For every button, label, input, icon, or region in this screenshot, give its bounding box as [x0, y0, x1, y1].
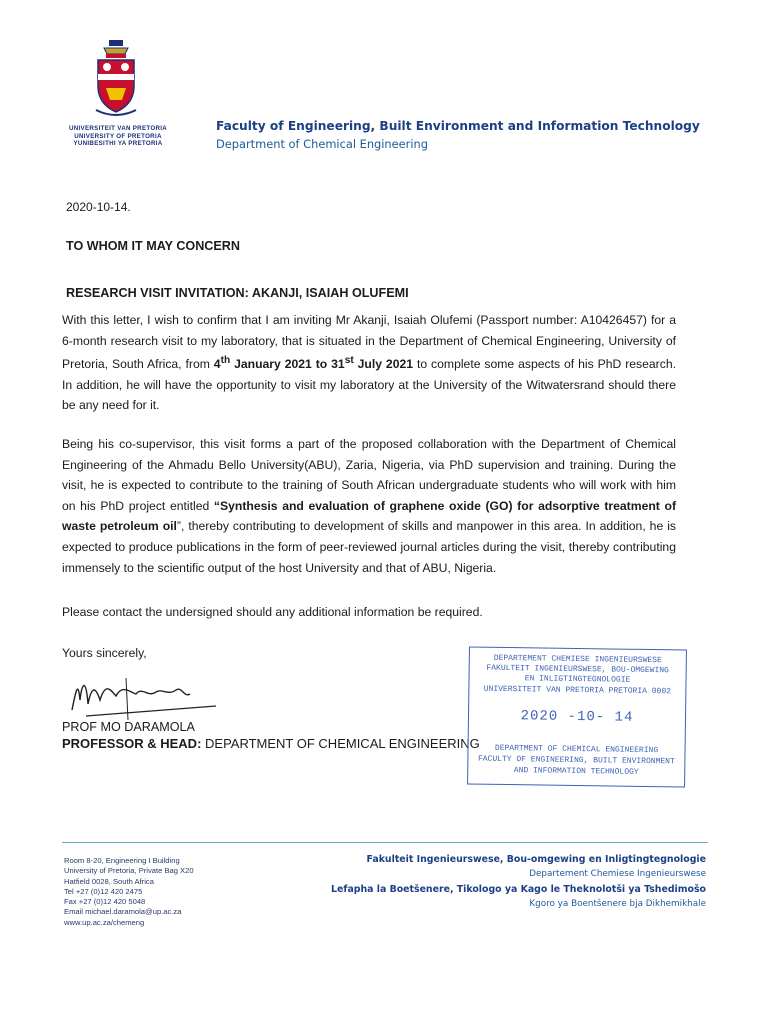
- paragraph-1: With this letter, I wish to confirm that I am inviting Mr Akanji, Isaiah Olufemi (Passport number: A10426457) for a 6-month research visit to my laboratory, that is situated in the Department of Chemical Engineering, University of Pretoria, South Africa, from 4th January 2021 to 31st July 2021 to complete some aspects of his PhD research. In addition, he will have the opportunity to visit my laboratory at the University of the Witwatersrand should there be any need for it.: [62, 313, 676, 413]
- paragraph-2: Being his co-supervisor, this visit forms a part of the proposed collaboration with the Department of Chemical Engineering of the Ahmadu Bello University(ABU), Zaria, Nigeria, via PhD supervision and training. During the visit, he is expected to contribute to the training of South African undergraduate students who will work with him on his PhD project entitled “Synthesis and evaluation of graphene oxide (GO) for adsorptive treatment of waste petroleum oil”, thereby contributing to development of skills and manpower in this area. In addition, he is expected to produce publications in the form of peer-reviewed journal articles during the visit, thereby contributing immensely to the scientific output of the host University and that of ABU, Nigeria.: [62, 437, 676, 575]
- signatory-name: PROF MO DARAMOLA: [62, 720, 195, 734]
- university-crest-icon: [92, 38, 140, 120]
- footer-divider: [62, 842, 708, 843]
- stamp-line: FACULTY OF ENGINEERING, BUILT ENVIRONMENT: [477, 754, 675, 767]
- letter-date: 2020-10-14.: [66, 200, 131, 214]
- department-stamp: [467, 646, 687, 787]
- department-name: Department of Chemical Engineering: [216, 137, 428, 151]
- footer-faculty-afrikaans: Fakulteit Ingenieurswese, Bou-omgewing en Inligtingtegnologie: [366, 854, 706, 865]
- email-line: Email michael.daramola@up.ac.za: [64, 907, 182, 917]
- stamp-line: AND INFORMATION TECHNOLOGY: [513, 766, 639, 777]
- footer-address: [64, 856, 194, 928]
- stamp-line: DEPARTMENT OF CHEMICAL ENGINEERING: [494, 743, 659, 756]
- stamp-line: UNIVERSITEIT VAN PRETORIA PRETORIA 0002: [483, 684, 672, 697]
- phone-line: Tel +27 (0)12 420 2475: [64, 886, 143, 896]
- footer-department-sepedi: Kgoro ya Boentšenere bja Dikhemikhale: [529, 899, 706, 909]
- university-name: [62, 125, 174, 148]
- signature: [66, 670, 226, 722]
- stamp-line: EN INLIGTINGTEGNOLOGIE: [524, 674, 631, 685]
- footer-department-afrikaans: Departement Chemiese Ingenieurswese: [529, 869, 706, 879]
- stamp-line: DEPARTEMENT CHEMIESE INGENIEURSWESE: [493, 653, 662, 666]
- stamp-date: 2020 -10- 14: [520, 708, 634, 726]
- fax-line: Fax +27 (0)12 420 5048: [64, 897, 146, 907]
- university-line-afrikaans: UNIVERSITEIT VAN PRETORIA: [68, 125, 168, 132]
- salutation: TO WHOM IT MAY CONCERN: [66, 239, 240, 253]
- faculty-name: Faculty of Engineering, Built Environment and Information Technology: [216, 119, 700, 133]
- university-line-sepedi: YUNIBESITHI YA PRETORIA: [73, 140, 163, 148]
- stamp-line: FAKULTEIT INGENIEURSWESE, BOU-OMGEWING: [486, 663, 669, 676]
- website-line: www.up.ac.za/chemeng: [64, 917, 145, 927]
- closing: Yours sincerely,: [62, 646, 147, 660]
- project-title: “Synthesis and evaluation of graphene oxide (GO) for adsorptive treatment of waste petroleum oil: [62, 498, 676, 534]
- address-line: Hatfield 0028, South Africa: [64, 876, 154, 886]
- address-line: Room 8-20, Engineering I Building: [64, 856, 180, 865]
- paragraph-3: Please contact the undersigned should any additional information be required.: [62, 605, 483, 619]
- signatory-title: PROFESSOR & HEAD: DEPARTMENT OF CHEMICAL ENGINEERING: [62, 736, 480, 751]
- university-line-english: UNIVERSITY OF PRETORIA: [74, 132, 162, 140]
- address-line: University of Pretoria, Private Bag X20: [64, 866, 194, 876]
- footer-faculty-sepedi: Lefapha la Boetšenere, Tikologo ya Kago le Theknolotši ya Tshedimošo: [331, 884, 706, 895]
- subject-line: RESEARCH VISIT INVITATION: AKANJI, ISAIAH OLUFEMI: [66, 286, 409, 300]
